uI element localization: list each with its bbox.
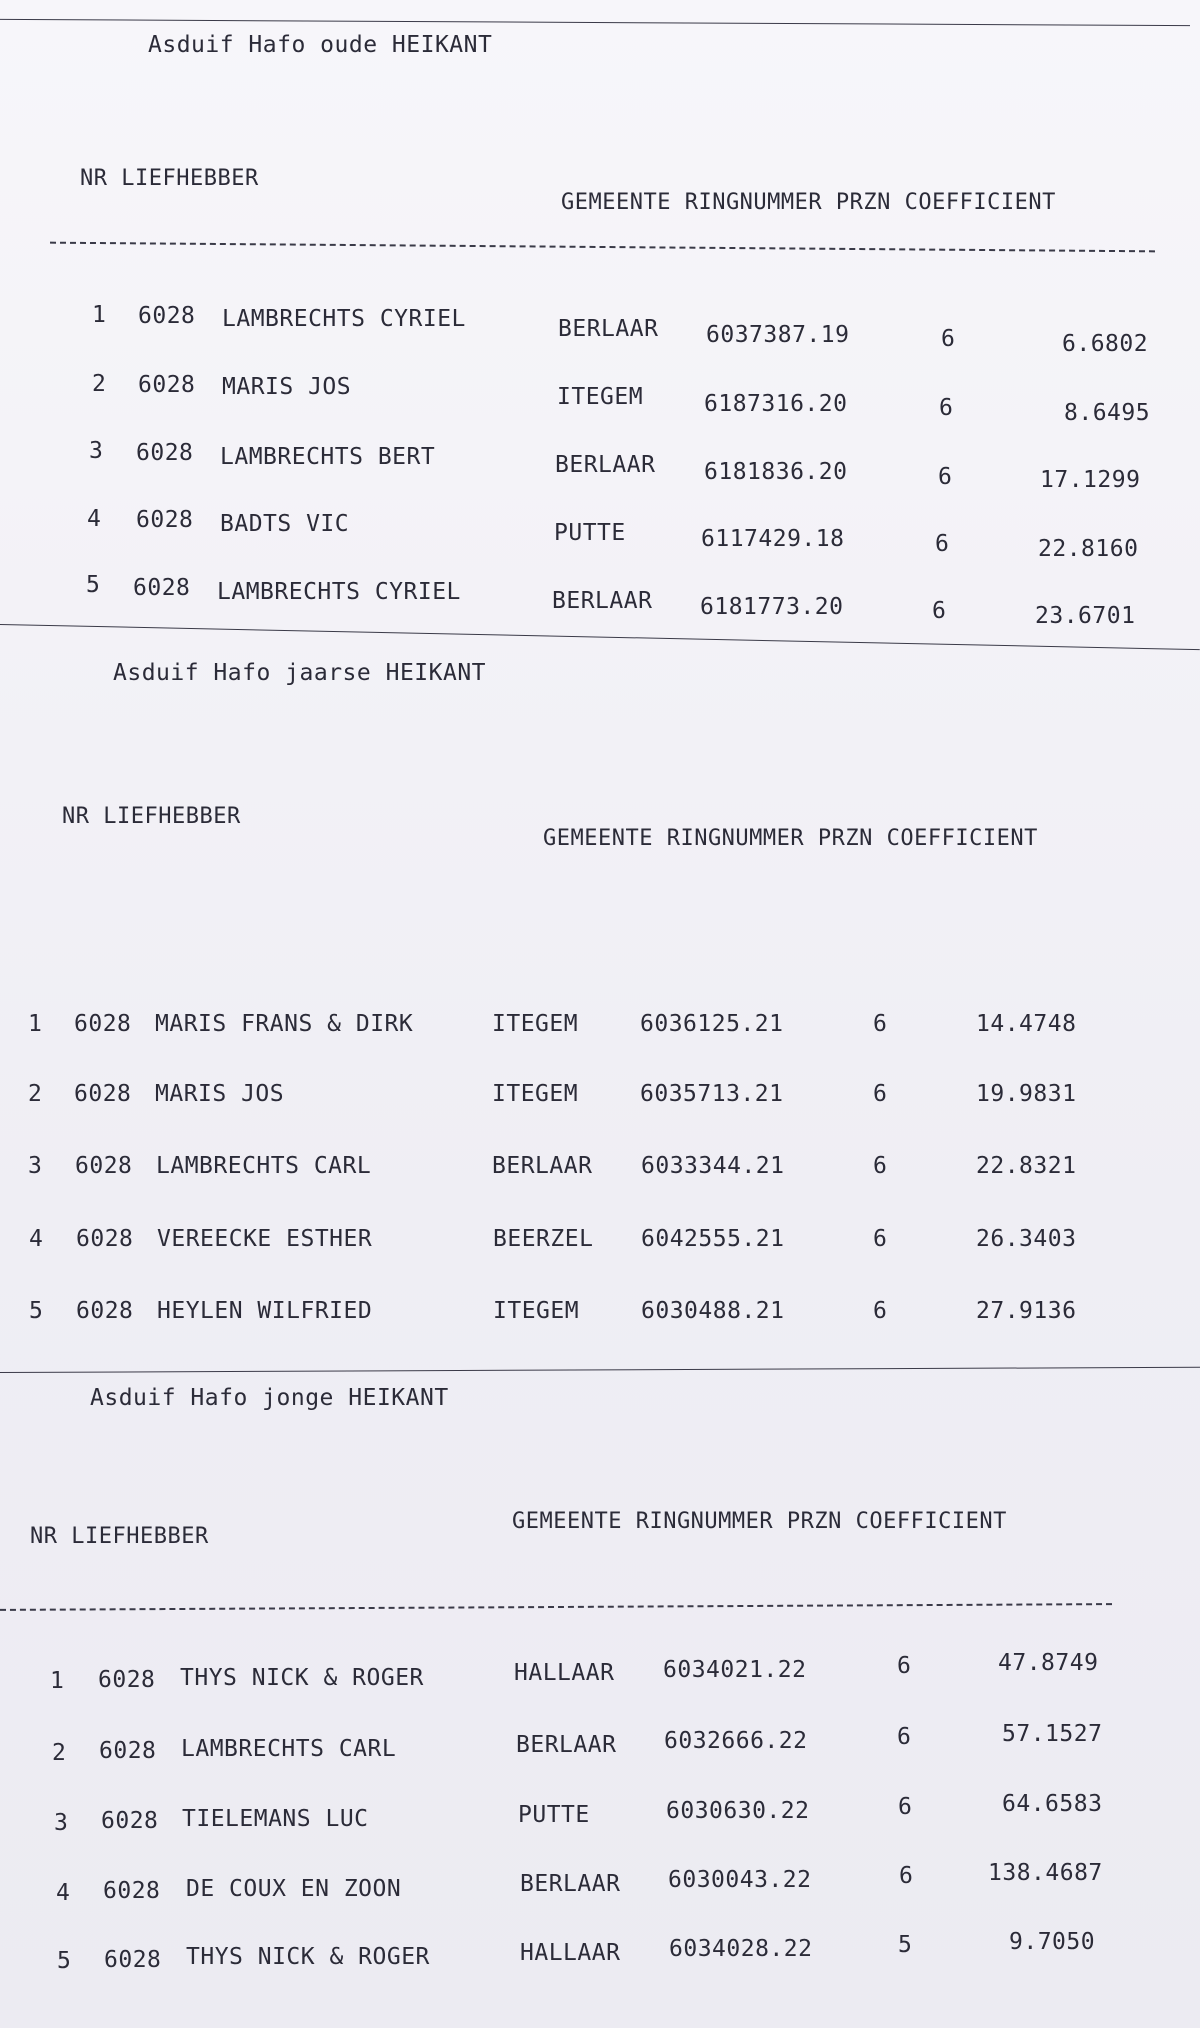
- section-2-title: Asduif Hafo jaarse HEIKANT: [113, 660, 487, 686]
- przn: 6: [899, 1863, 914, 1889]
- przn: 6: [932, 598, 947, 624]
- club-id: 6028: [99, 1738, 157, 1764]
- rank: 2: [52, 1740, 67, 1766]
- fancier-name: MARIS FRANS & DIRK: [155, 1011, 414, 1037]
- coefficient: 27.9136: [976, 1298, 1077, 1324]
- przn: 6: [897, 1653, 912, 1679]
- rank: 4: [56, 1880, 71, 1906]
- rank: 5: [86, 572, 101, 598]
- club-id: 6028: [138, 303, 196, 329]
- rank: 1: [28, 1011, 43, 1037]
- przn: 6: [939, 395, 954, 421]
- section-3-header-nr-liefhebber: NR LIEFHEBBER: [30, 1524, 209, 1549]
- gemeente: ITEGEM: [493, 1298, 580, 1324]
- club-id: 6028: [98, 1667, 156, 1693]
- section-2-header-nr-liefhebber: NR LIEFHEBBER: [62, 804, 241, 829]
- club-id: 6028: [103, 1878, 161, 1904]
- gemeente: ITEGEM: [492, 1011, 579, 1037]
- ringnummer: 6030630.22: [666, 1798, 810, 1824]
- coefficient: 26.3403: [976, 1226, 1077, 1252]
- club-id: 6028: [104, 1947, 162, 1973]
- club-id: 6028: [74, 1081, 132, 1107]
- fancier-name: LAMBRECHTS CARL: [181, 1736, 397, 1762]
- section-1-dashed-rule: [50, 242, 1155, 253]
- ringnummer: 6035713.21: [640, 1081, 784, 1107]
- ringnummer: 6042555.21: [641, 1226, 785, 1252]
- fancier-name: BADTS VIC: [220, 511, 350, 537]
- gemeente: PUTTE: [518, 1802, 590, 1828]
- fancier-name: MARIS JOS: [222, 374, 352, 400]
- club-id: 6028: [76, 1226, 134, 1252]
- ringnummer: 6117429.18: [701, 526, 845, 552]
- club-id: 6028: [133, 575, 191, 601]
- rank: 4: [29, 1226, 44, 1252]
- fancier-name: LAMBRECHTS CYRIEL: [217, 579, 461, 605]
- fancier-name: MARIS JOS: [155, 1081, 285, 1107]
- gemeente: ITEGEM: [492, 1081, 579, 1107]
- fancier-name: VEREECKE ESTHER: [157, 1226, 373, 1252]
- przn: 6: [938, 464, 953, 490]
- fancier-name: THYS NICK & ROGER: [186, 1944, 430, 1970]
- przn: 6: [873, 1298, 888, 1324]
- section-1-header-nr-liefhebber: NR LIEFHEBBER: [80, 166, 259, 191]
- ringnummer: 6181773.20: [700, 594, 844, 620]
- przn: 6: [873, 1081, 888, 1107]
- gemeente: ITEGEM: [557, 384, 644, 410]
- gemeente: PUTTE: [554, 520, 626, 546]
- coefficient: 47.8749: [998, 1650, 1099, 1676]
- rank: 3: [28, 1153, 43, 1179]
- fancier-name: LAMBRECHTS CARL: [156, 1153, 372, 1179]
- section-2-header-columns: GEMEENTE RINGNUMMER PRZN COEFFICIENT: [543, 826, 1038, 851]
- ringnummer: 6034021.22: [663, 1657, 807, 1683]
- ringnummer: 6187316.20: [704, 391, 848, 417]
- section-1-top-rule: [0, 19, 1190, 26]
- ringnummer: 6181836.20: [704, 459, 848, 485]
- club-id: 6028: [75, 1153, 133, 1179]
- gemeente: BERLAAR: [552, 588, 653, 614]
- coefficient: 6.6802: [1062, 331, 1149, 357]
- coefficient: 23.6701: [1035, 603, 1136, 629]
- club-id: 6028: [101, 1808, 159, 1834]
- rank: 3: [54, 1810, 69, 1836]
- gemeente: BERLAAR: [558, 316, 659, 342]
- ringnummer: 6030043.22: [668, 1867, 812, 1893]
- fancier-name: LAMBRECHTS CYRIEL: [222, 306, 466, 332]
- ringnummer: 6037387.19: [706, 322, 850, 348]
- gemeente: BERLAAR: [555, 452, 656, 478]
- przn: 6: [873, 1153, 888, 1179]
- przn: 6: [873, 1226, 888, 1252]
- section-3-top-rule: [0, 1367, 1200, 1373]
- fancier-name: THYS NICK & ROGER: [180, 1665, 424, 1691]
- rank: 5: [29, 1298, 44, 1324]
- section-3-title: Asduif Hafo jonge HEIKANT: [90, 1385, 449, 1411]
- club-id: 6028: [74, 1011, 132, 1037]
- section-3-dashed-rule: [0, 1603, 1112, 1611]
- przn: 6: [898, 1794, 913, 1820]
- przn: 5: [898, 1932, 913, 1958]
- fancier-name: LAMBRECHTS BERT: [220, 444, 436, 470]
- przn: 6: [935, 531, 950, 557]
- fancier-name: HEYLEN WILFRIED: [157, 1298, 373, 1324]
- gemeente: HALLAAR: [520, 1940, 621, 1966]
- coefficient: 19.9831: [976, 1081, 1077, 1107]
- ringnummer: 6030488.21: [641, 1298, 785, 1324]
- ringnummer: 6034028.22: [669, 1936, 813, 1962]
- coefficient: 64.6583: [1002, 1791, 1103, 1817]
- ringnummer: 6032666.22: [664, 1728, 808, 1754]
- section-3-header-columns: GEMEENTE RINGNUMMER PRZN COEFFICIENT: [512, 1509, 1007, 1534]
- coefficient: 9.7050: [1009, 1929, 1096, 1955]
- rank: 1: [50, 1668, 65, 1694]
- section-2-top-rule: [0, 624, 1200, 650]
- przn: 6: [897, 1724, 912, 1750]
- gemeente: BERLAAR: [516, 1732, 617, 1758]
- gemeente: BEERZEL: [493, 1226, 594, 1252]
- coefficient: 138.4687: [988, 1860, 1103, 1886]
- ringnummer: 6036125.21: [640, 1011, 784, 1037]
- section-1-header-columns: GEMEENTE RINGNUMMER PRZN COEFFICIENT: [561, 190, 1056, 215]
- coefficient: 22.8321: [976, 1153, 1077, 1179]
- coefficient: 57.1527: [1002, 1721, 1103, 1747]
- coefficient: 8.6495: [1064, 400, 1151, 426]
- gemeente: HALLAAR: [514, 1660, 615, 1686]
- rank: 1: [92, 302, 107, 328]
- rank: 3: [89, 438, 104, 464]
- fancier-name: DE COUX EN ZOON: [186, 1876, 402, 1902]
- coefficient: 14.4748: [976, 1011, 1077, 1037]
- coefficient: 22.8160: [1038, 536, 1139, 562]
- rank: 4: [87, 506, 102, 532]
- przn: 6: [941, 326, 956, 352]
- rank: 2: [28, 1081, 43, 1107]
- coefficient: 17.1299: [1040, 467, 1141, 493]
- gemeente: BERLAAR: [520, 1871, 621, 1897]
- ringnummer: 6033344.21: [641, 1153, 785, 1179]
- club-id: 6028: [136, 507, 194, 533]
- club-id: 6028: [138, 372, 196, 398]
- section-1-title: Asduif Hafo oude HEIKANT: [148, 32, 493, 58]
- rank: 5: [57, 1948, 72, 1974]
- club-id: 6028: [136, 440, 194, 466]
- gemeente: BERLAAR: [492, 1153, 593, 1179]
- club-id: 6028: [76, 1298, 134, 1324]
- fancier-name: TIELEMANS LUC: [182, 1806, 369, 1832]
- przn: 6: [873, 1011, 888, 1037]
- rank: 2: [92, 371, 107, 397]
